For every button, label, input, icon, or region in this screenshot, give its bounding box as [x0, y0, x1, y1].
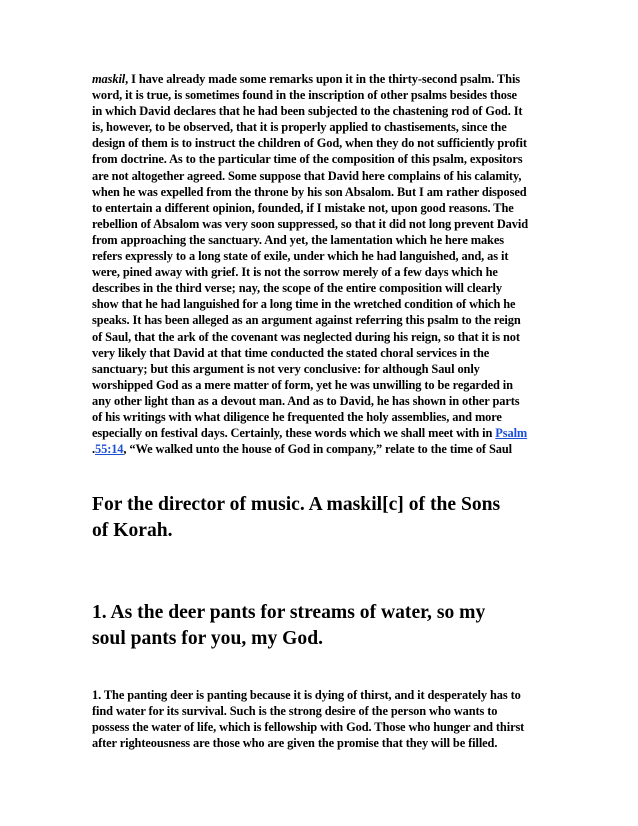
commentary-line: very likely that David at that time conducted the stated choral services in the: [92, 345, 490, 360]
commentary-line: word, it is true, is sometimes found in the inscription of other psalms besides those: [92, 88, 517, 103]
maskil-term: maskil: [92, 72, 126, 86]
heading-line: 1. As the deer pants for streams of water, so my: [92, 602, 486, 623]
commentary-line: [92, 71, 552, 87]
commentary-line: speaks. It has been alleged as an argument against referring this psalm to the reign: [92, 313, 521, 328]
commentary-line: refers expressly to a long state of exile, under which he had languished, and, as it: [92, 249, 509, 264]
commentary-line: in which David declares that he had been subjected to the chastening rod of God. It: [92, 104, 523, 119]
commentary-line: show that he had languished for a long time in the wretched condition of which he: [92, 297, 516, 312]
commentary-line: worshipped God as a mere matter of form, yet he was unwilling to be regarded in: [92, 377, 513, 392]
commentary-line: of Saul, that the ark of the covenant was neglected during his reign, so that it is not: [92, 329, 520, 344]
commentary-line: [92, 441, 552, 457]
commentary-line-text: especially on festival days. Certainly, these words which we shall meet with in: [92, 426, 496, 441]
commentary-line: from doctrine. As to the particular time of the composition of this psalm, expositors: [92, 152, 523, 167]
verse-heading: [92, 600, 552, 651]
commentary-line-text: , I have already made some remarks upon it in the thirty-second psalm. This: [125, 72, 521, 86]
note-line: possess the water of life, which is fellowship with God. Those who hunger and thirst: [92, 720, 525, 735]
commentary-paragraph: [92, 71, 552, 457]
commentary-line: from approaching the sanctuary. And yet, the lamentation which he here makes: [92, 232, 504, 247]
heading-line: For the director of music. A maskil[c] of the Sons: [92, 494, 501, 515]
commentary-line: is, however, to be observed, that it is properly applied to chastisements, since the: [92, 120, 507, 135]
heading-line: of Korah.: [92, 519, 173, 541]
note-line: find water for its survival. Such is the strong desire of the person who wants to: [92, 704, 498, 719]
heading-line: soul pants for you, my God.: [92, 627, 324, 649]
note-line: 1. The panting deer is panting because it is dying of thirst, and it desperately has to: [92, 688, 521, 702]
note-line: after righteousness are those who are given the promise that they will be filled.: [92, 736, 498, 751]
commentary-line: describes in the third verse; nay, the scope of the entire composition will clearly: [92, 281, 502, 296]
commentary-line: [92, 425, 552, 441]
commentary-line: are not altogether agreed. Some suppose that David here complains of his calamity,: [92, 168, 522, 183]
commentary-line-text: , “We walked unto the house of God in company,” relate to the time of Saul: [123, 442, 512, 457]
commentary-line: design of them is to instruct the children of God, when they do not sufficiently profit: [92, 136, 527, 151]
verse-note-paragraph: [92, 687, 552, 751]
commentary-line: sanctuary; but this argument is not very conclusive: for although Saul only: [92, 361, 480, 376]
commentary-line: to entertain a different opinion, founded, if I mistake not, upon good reasons. The: [92, 200, 514, 215]
commentary-line: rebellion of Absalom was very soon suppressed, so that it did not long prevent David: [92, 216, 528, 231]
psalm-link[interactable]: Psalm: [495, 426, 528, 441]
reference-dot: .: [92, 442, 95, 457]
commentary-line: of his writings with what diligence he frequented the holy assemblies, and more: [92, 409, 502, 424]
psalm-reference-link[interactable]: 55:14: [95, 442, 124, 457]
psalm-superscription-heading: [92, 492, 552, 543]
commentary-line: when he was expelled from the throne by his son Absalom. But I am rather disposed: [92, 184, 527, 199]
commentary-line: any other light than as a devout man. And as to David, he has shown in other parts: [92, 393, 520, 408]
commentary-line: were, pined away with grief. It is not the sorrow merely of a few days which he: [92, 265, 498, 280]
